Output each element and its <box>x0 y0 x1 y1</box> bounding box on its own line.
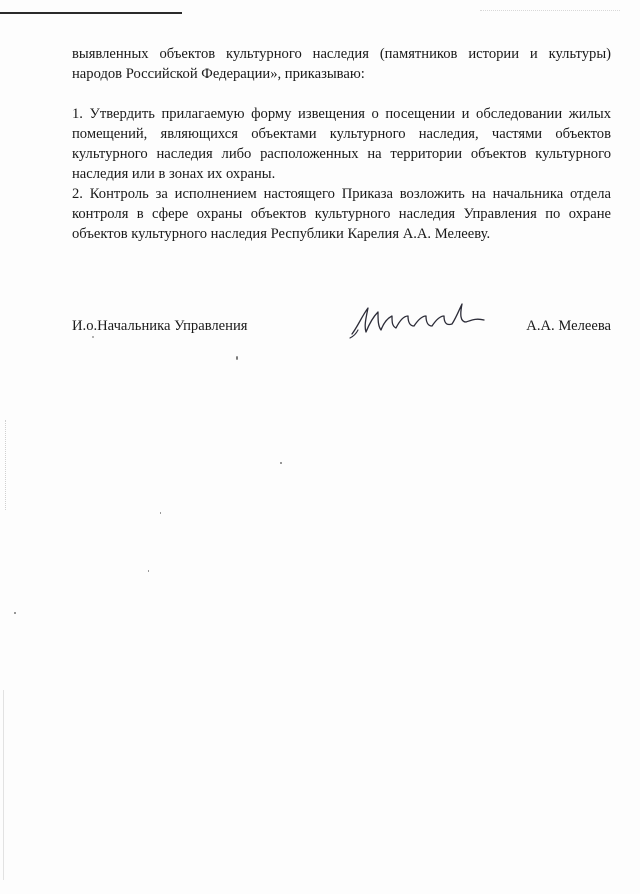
order-item-1: 1. Утвердить прилагаемую форму извещения о посещении и обследовании жилых помещений, являющихся объектами культурного наследия, частями объектов культурного наследия либо расположенных на территории объектов культурного наследия или в зонах их охраны. <box>72 106 611 182</box>
scan-speck <box>280 462 282 464</box>
paragraph-gap <box>72 84 611 104</box>
scan-speck <box>160 512 161 514</box>
scan-speck <box>236 356 238 360</box>
scan-speck <box>148 570 149 572</box>
scan-edge-mark <box>5 420 7 510</box>
top-rule-faint <box>480 10 620 12</box>
signature-block <box>72 316 611 340</box>
scan-speck <box>92 336 94 338</box>
top-rule <box>0 12 182 14</box>
handwritten-signature <box>348 298 488 342</box>
intro-paragraph: выявленных объектов культурного наследия (памятников истории и культуры) народов Российской Федерации», приказываю: <box>72 46 611 82</box>
scan-speck <box>14 612 16 614</box>
signatory-name: А.А. Мелеева <box>526 318 611 334</box>
signatory-position: И.о.Начальника Управления <box>72 318 248 334</box>
document-body <box>72 44 611 244</box>
scan-edge-mark <box>3 690 5 880</box>
order-item-2: 2. Контроль за исполнением настоящего Приказа возложить на начальника отдела контроля в сфере охраны объектов культурного наследия Управления по охране объектов культурного наследия Республики Карелия А.А. Мелееву. <box>72 186 611 242</box>
